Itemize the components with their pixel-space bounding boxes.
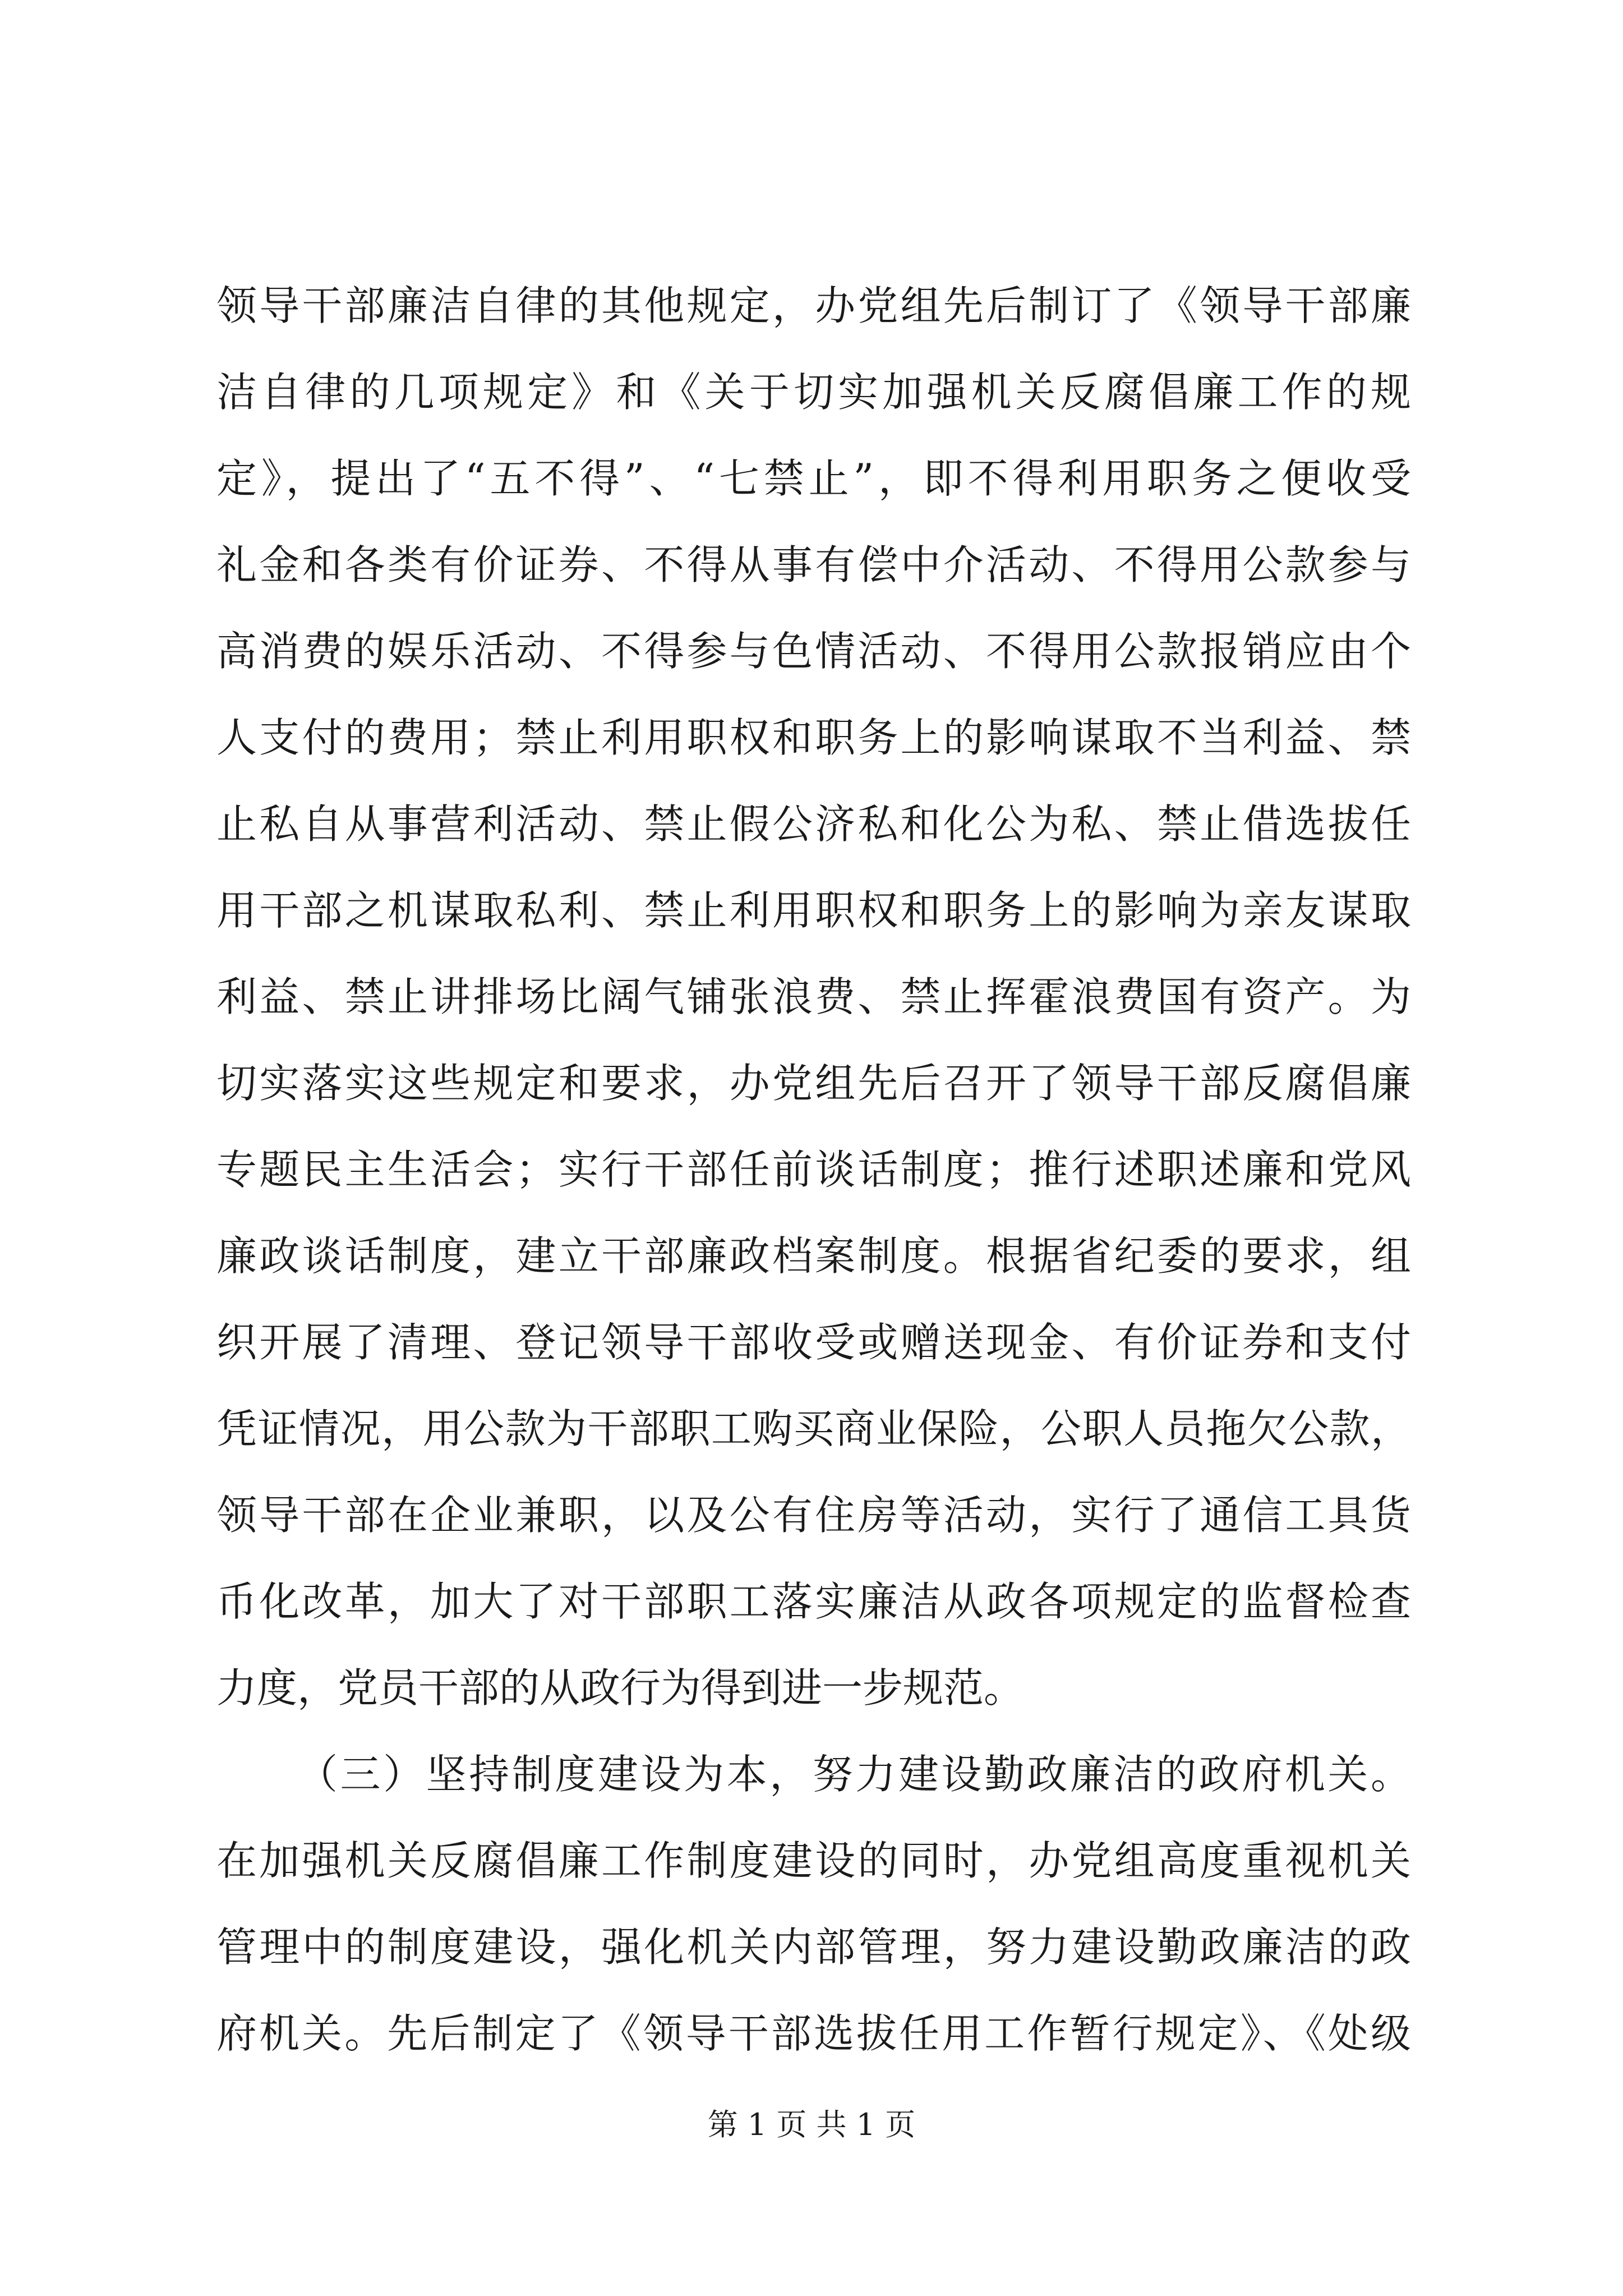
paragraph-line: 凭证情况，用公款为干部职工购买商业保险，公职人员拖欠公款， xyxy=(216,1405,1411,1452)
paragraph-line: 力度，党员干部的从政行为得到进一步规范。 xyxy=(216,1664,1025,1711)
paragraph-line: 廉政谈话制度，建立干部廉政档案制度。根据省纪委的要求，组 xyxy=(216,1232,1411,1280)
paragraph-line: 定》，提出了“五不得”、“七禁止”，即不得利用职务之便收受 xyxy=(216,455,1411,502)
section-heading: （三）坚持制度建设为本，努力建设勤政廉洁的政府机关。 xyxy=(297,1751,1411,1798)
section-line: 管理中的制度建设，强化机关内部管理，努力建设勤政廉洁的政 xyxy=(216,1924,1411,1971)
paragraph-line: 高消费的娱乐活动、不得参与色情活动、不得用公款报销应由个 xyxy=(216,628,1411,675)
paragraph-line: 止私自从事营利活动、禁止假公济私和化公为私、禁止借选拔任 xyxy=(216,800,1411,848)
paragraph-line: 洁自律的几项规定》和《关于切实加强机关反腐倡廉工作的规 xyxy=(216,369,1411,416)
paragraph-line: 人支付的费用；禁止利用职权和职务上的影响谋取不当利益、禁 xyxy=(216,714,1411,761)
section-line: 在加强机关反腐倡廉工作制度建设的同时，办党组高度重视机关 xyxy=(216,1837,1411,1884)
paragraph-line: 织开展了清理、登记领导干部收受或赠送现金、有价证券和支付 xyxy=(216,1319,1411,1366)
document-body xyxy=(216,263,1411,2077)
paragraph-line: 专题民主生活会；实行干部任前谈话制度；推行述职述廉和党风 xyxy=(216,1146,1411,1193)
paragraph-line: 利益、禁止讲排场比阔气铺张浪费、禁止挥霍浪费国有资产。为 xyxy=(216,973,1411,1020)
section-line: 府机关。先后制定了《领导干部选拔任用工作暂行规定》、《处级 xyxy=(216,2010,1411,2057)
paragraph-line: 领导干部廉洁自律的其他规定，办党组先后制订了《领导干部廉 xyxy=(216,282,1411,329)
paragraph-line: 切实落实这些规定和要求，办党组先后召开了领导干部反腐倡廉 xyxy=(216,1060,1411,1107)
paragraph-line: 领导干部在企业兼职，以及公有住房等活动，实行了通信工具货 xyxy=(216,1492,1411,1539)
page-number-footer: 第 1 页 共 1 页 xyxy=(707,2107,916,2142)
paragraph-line: 礼金和各类有价证券、不得从事有偿中介活动、不得用公款参与 xyxy=(216,541,1411,588)
paragraph-line: 币化改革，加大了对干部职工落实廉洁从政各项规定的监督检查 xyxy=(216,1578,1411,1625)
paragraph-line: 用干部之机谋取私利、禁止利用职权和职务上的影响为亲友谋取 xyxy=(216,887,1411,934)
